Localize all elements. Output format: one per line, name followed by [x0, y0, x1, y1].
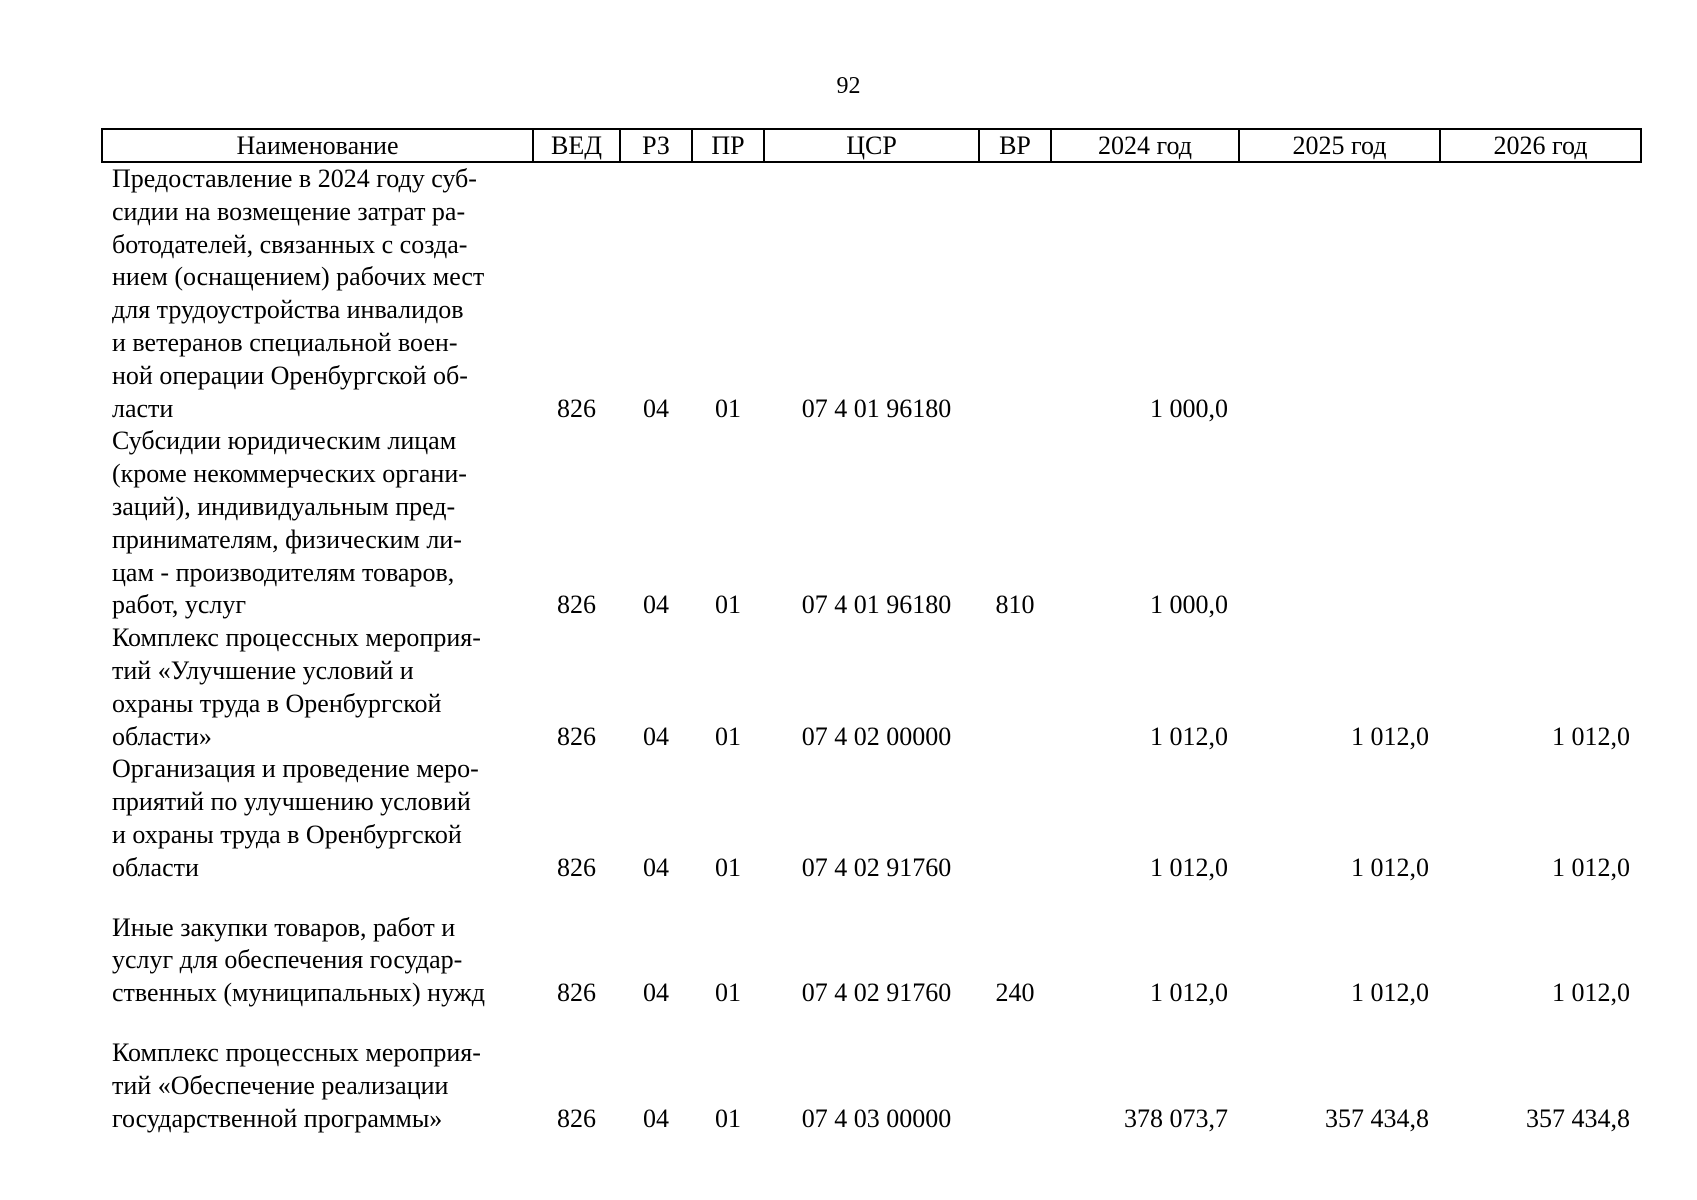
row-csr: 07 4 01 96180: [801, 393, 952, 423]
row-ved: 826: [557, 721, 596, 751]
header-rz: РЗ: [620, 129, 692, 162]
row-name: Комплекс процессных мероприя- тий «Обеспечение реализации государственной программы»: [112, 1037, 481, 1133]
header-2024: 2024 год: [1051, 129, 1239, 162]
table-header: [102, 129, 1641, 162]
table-row: [102, 753, 1641, 884]
row-2024: 1 012,0: [1150, 721, 1228, 751]
row-spacer: [102, 885, 1641, 912]
header-ved: ВЕД: [533, 129, 620, 162]
header-pr: ПР: [692, 129, 764, 162]
row-ved: 826: [557, 393, 596, 423]
row-2024: 1 000,0: [1150, 590, 1228, 620]
table-row: [102, 912, 1641, 1010]
row-vr: [979, 162, 1051, 425]
row-vr: [979, 753, 1051, 884]
row-2026: 357 434,8: [1526, 1103, 1630, 1133]
row-2026: 1 012,0: [1552, 852, 1630, 882]
row-csr: 07 4 02 00000: [801, 721, 952, 751]
row-2024: 1 012,0: [1150, 978, 1228, 1008]
row-vr: 240: [995, 978, 1035, 1008]
row-2026: [1440, 162, 1641, 425]
spacer-cell: [102, 1010, 1641, 1037]
row-2025: 1 012,0: [1351, 721, 1429, 751]
header-2026: 2026 год: [1440, 129, 1641, 162]
row-2025: [1239, 425, 1440, 622]
row-ved: 826: [557, 590, 596, 620]
row-name: Субсидии юридическим лицам (кроме некоммерческих органи- заций), индивидуальным пред- принимателям, физическим ли- цам - производителям товаров, работ, услуг: [112, 426, 467, 620]
row-pr: 01: [715, 978, 741, 1008]
row-name: Комплекс процессных мероприя- тий «Улучшение условий и охраны труда в Оренбургской области»: [112, 623, 481, 751]
row-2024: 378 073,7: [1124, 1103, 1228, 1133]
row-rz: 04: [643, 1103, 669, 1133]
row-pr: 01: [715, 590, 741, 620]
row-ved: 826: [557, 978, 596, 1008]
row-rz: 04: [643, 393, 669, 423]
row-2026: 1 012,0: [1552, 978, 1630, 1008]
row-csr: 07 4 02 91760: [801, 978, 952, 1008]
row-2025: 357 434,8: [1325, 1103, 1429, 1133]
header-2025: 2025 год: [1239, 129, 1440, 162]
row-2025: [1239, 162, 1440, 425]
row-vr: [979, 622, 1051, 753]
row-rz: 04: [643, 978, 669, 1008]
row-csr: 07 4 02 91760: [801, 852, 952, 882]
table-body: [102, 162, 1641, 1135]
header-row: [102, 129, 1641, 162]
table-row: [102, 162, 1641, 425]
row-csr: 07 4 01 96180: [801, 590, 952, 620]
row-pr: 01: [715, 721, 741, 751]
table-row: [102, 622, 1641, 753]
budget-table: [101, 128, 1642, 1135]
table-row: [102, 425, 1641, 622]
page-number: 92: [836, 73, 861, 99]
row-rz: 04: [643, 590, 669, 620]
row-2024: 1 012,0: [1150, 852, 1228, 882]
row-2025: 1 012,0: [1351, 978, 1429, 1008]
row-ved: 826: [557, 1103, 596, 1133]
row-name: Предоставление в 2024 году суб- сидии на возмещение затрат ра- ботодателей, связанных с созда- нием (оснащением) рабочих мест для трудоустройства инвалидов и ветеранов специальной воен- ной операции Оренбургской об- ласти: [112, 164, 485, 423]
row-pr: 01: [715, 1103, 741, 1133]
row-vr: [979, 1037, 1051, 1135]
row-2026: [1440, 425, 1641, 622]
row-name: Иные закупки товаров, работ и услуг для обеспечения государ- ственных (муниципальных) нужд: [112, 912, 485, 1008]
table-row: [102, 1037, 1641, 1135]
row-pr: 01: [715, 852, 741, 882]
row-spacer: [102, 1010, 1641, 1037]
header-csr: ЦСР: [764, 129, 979, 162]
row-csr: 07 4 03 00000: [801, 1103, 952, 1133]
spacer-cell: [102, 885, 1641, 912]
row-name: Организация и проведение меро- приятий по улучшению условий и охраны труда в Оренбургской области: [112, 754, 479, 882]
row-2025: 1 012,0: [1351, 852, 1429, 882]
row-ved: 826: [557, 852, 596, 882]
header-name: Наименование: [102, 129, 533, 162]
row-rz: 04: [643, 721, 669, 751]
row-vr: 810: [995, 590, 1035, 620]
row-pr: 01: [715, 393, 741, 423]
row-2024: 1 000,0: [1150, 393, 1228, 423]
header-vr: ВР: [979, 129, 1051, 162]
row-2026: 1 012,0: [1552, 721, 1630, 751]
row-rz: 04: [643, 852, 669, 882]
